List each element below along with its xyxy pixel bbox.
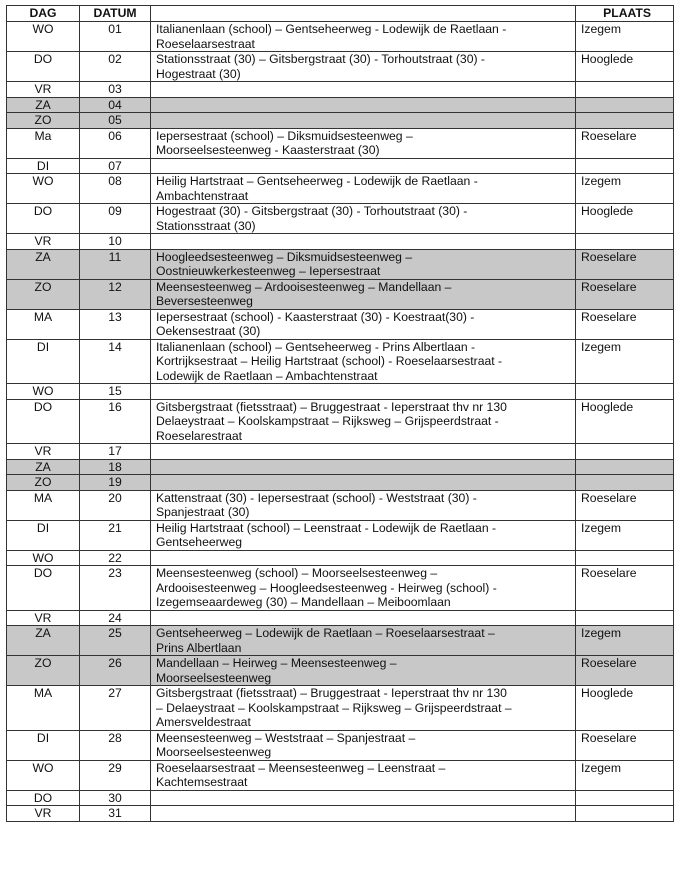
place-cell: Izegem (576, 520, 674, 550)
route-line: Oekensestraat (30) (156, 324, 261, 338)
table-row (7, 475, 674, 491)
day-cell: DO (7, 566, 80, 611)
date-cell: 01 (80, 22, 151, 52)
schedule-body (7, 22, 674, 822)
date-cell: 07 (80, 158, 151, 174)
route-cell (151, 82, 576, 98)
day-cell: WO (7, 760, 80, 790)
route-line: Gentseheerweg (156, 535, 243, 549)
header-plaats: PLAATS (576, 6, 674, 22)
date-cell: 28 (80, 730, 151, 760)
place-cell: Roeselare (576, 566, 674, 611)
route-line: Hogestraat (30) - Gitsbergstraat (30) - Torhoutstraat (30) - (156, 204, 468, 218)
place-cell: Hooglede (576, 686, 674, 731)
place-cell: Izegem (576, 174, 674, 204)
route-cell (151, 520, 576, 550)
day-cell: VR (7, 444, 80, 460)
day-cell: DI (7, 339, 80, 384)
table-row (7, 339, 674, 384)
route-cell (151, 566, 576, 611)
route-line: Heilig Hartstraat (school) – Leenstraat - Lodewijk de Raetlaan - (156, 520, 497, 535)
table-row (7, 550, 674, 566)
date-cell: 02 (80, 52, 151, 82)
day-cell: ZA (7, 459, 80, 475)
table-row (7, 22, 674, 52)
table-row (7, 234, 674, 250)
day-cell: VR (7, 610, 80, 626)
place-cell: Roeselare (576, 490, 674, 520)
table-row (7, 204, 674, 234)
date-cell: 31 (80, 806, 151, 822)
day-cell: DO (7, 399, 80, 444)
date-cell: 29 (80, 760, 151, 790)
place-cell: Roeselare (576, 309, 674, 339)
place-cell: Hooglede (576, 399, 674, 444)
route-line: Prins Albertlaan (156, 640, 242, 655)
date-cell: 04 (80, 97, 151, 113)
route-cell (151, 113, 576, 129)
date-cell: 18 (80, 459, 151, 475)
route-line: Mandellaan – Heirweg – Meensesteenweg – (156, 656, 397, 670)
route-line: Roeselarestraat (156, 428, 243, 443)
date-cell: 21 (80, 520, 151, 550)
header-datum: DATUM (80, 6, 151, 22)
route-line: Oostnieuwkerkesteenweg – Iepersestraat (156, 264, 381, 278)
route-cell (151, 686, 576, 731)
table-row (7, 566, 674, 611)
date-cell: 12 (80, 279, 151, 309)
route-line: Izegemseaardeweg (30) – Mandellaan – Meiboomlaan (156, 595, 451, 609)
route-line: Kortrijksestraat – Heilig Hartstraat (school) - Roeselaarsestraat - (156, 354, 503, 368)
route-line: Kachtemsestraat (156, 775, 248, 789)
table-row (7, 97, 674, 113)
route-cell (151, 550, 576, 566)
table-row (7, 174, 674, 204)
day-cell: MA (7, 490, 80, 520)
schedule-table (6, 5, 674, 822)
day-cell: DI (7, 520, 80, 550)
route-cell (151, 610, 576, 626)
day-cell: ZO (7, 656, 80, 686)
day-cell: VR (7, 234, 80, 250)
date-cell: 09 (80, 204, 151, 234)
header-route (151, 6, 576, 22)
place-cell: Roeselare (576, 730, 674, 760)
route-cell (151, 490, 576, 520)
table-row (7, 279, 674, 309)
date-cell: 03 (80, 82, 151, 98)
date-cell: 16 (80, 399, 151, 444)
table-row (7, 760, 674, 790)
route-line: Spanjestraat (30) (156, 505, 250, 519)
route-line: Meensesteenweg – Weststraat – Spanjestraat – (156, 730, 416, 745)
day-cell: WO (7, 174, 80, 204)
route-line: Moorseelsesteenweg (156, 745, 272, 759)
table-row (7, 384, 674, 400)
route-cell (151, 249, 576, 279)
date-cell: 08 (80, 174, 151, 204)
day-cell: DI (7, 158, 80, 174)
place-cell: Roeselare (576, 249, 674, 279)
route-line: – Delaeystraat – Koolskampstraat – Rijksweg – Grijspeerdstraat – (156, 700, 512, 715)
route-cell (151, 204, 576, 234)
day-cell: ZA (7, 249, 80, 279)
place-cell (576, 550, 674, 566)
route-line: Moorseelsesteenweg (156, 670, 272, 685)
route-cell (151, 128, 576, 158)
route-line: Meensesteenweg – Ardooisesteenweg – Mandellaan – (156, 279, 452, 294)
place-cell: Roeselare (576, 128, 674, 158)
day-cell: ZO (7, 475, 80, 491)
route-line: Beversesteenweg (156, 294, 253, 308)
table-row (7, 490, 674, 520)
route-cell (151, 309, 576, 339)
day-cell: MA (7, 309, 80, 339)
place-cell (576, 82, 674, 98)
day-cell: ZO (7, 279, 80, 309)
route-line: Roeselaarsestraat – Meensesteenweg – Leenstraat – (156, 760, 446, 775)
route-cell (151, 339, 576, 384)
table-row (7, 806, 674, 822)
route-cell (151, 760, 576, 790)
route-line: Italianenlaan (school) – Gentseheerweg - Lodewijk de Raetlaan - (156, 22, 507, 36)
route-line: Kattenstraat (30) - Iepersestraat (school) - Weststraat (30) - (156, 490, 477, 505)
route-cell (151, 626, 576, 656)
route-cell (151, 97, 576, 113)
date-cell: 25 (80, 626, 151, 656)
day-cell: DO (7, 52, 80, 82)
table-row (7, 626, 674, 656)
place-cell: Hooglede (576, 52, 674, 82)
route-cell (151, 279, 576, 309)
route-line: Meensesteenweg (school) – Moorseelsesteenweg – (156, 566, 438, 580)
date-cell: 22 (80, 550, 151, 566)
day-cell: VR (7, 82, 80, 98)
place-cell: Izegem (576, 22, 674, 52)
route-line: Stationsstraat (30) (156, 218, 256, 233)
day-cell: ZO (7, 113, 80, 129)
day-cell: DO (7, 790, 80, 806)
date-cell: 13 (80, 309, 151, 339)
route-cell (151, 234, 576, 250)
place-cell (576, 806, 674, 822)
table-row (7, 656, 674, 686)
place-cell (576, 790, 674, 806)
day-cell: WO (7, 384, 80, 400)
date-cell: 27 (80, 686, 151, 731)
table-row (7, 730, 674, 760)
table-row (7, 686, 674, 731)
route-cell (151, 790, 576, 806)
route-line: Moorseelsesteenweg - Kaasterstraat (30) (156, 143, 380, 157)
place-cell (576, 459, 674, 475)
route-line: Hogestraat (30) (156, 66, 241, 81)
day-cell: DO (7, 204, 80, 234)
table-row (7, 459, 674, 475)
route-cell (151, 174, 576, 204)
date-cell: 05 (80, 113, 151, 129)
day-cell: ZA (7, 97, 80, 113)
route-cell (151, 444, 576, 460)
date-cell: 19 (80, 475, 151, 491)
place-cell (576, 234, 674, 250)
header-dag: DAG (7, 6, 80, 22)
table-row (7, 790, 674, 806)
place-cell: Hooglede (576, 204, 674, 234)
date-cell: 11 (80, 249, 151, 279)
place-cell: Izegem (576, 760, 674, 790)
route-line: Iepersestraat (school) – Diksmuidsesteenweg – (156, 128, 413, 143)
table-row (7, 52, 674, 82)
route-line: Ambachtenstraat (156, 188, 249, 203)
day-cell: WO (7, 22, 80, 52)
date-cell: 10 (80, 234, 151, 250)
place-cell (576, 475, 674, 491)
date-cell: 15 (80, 384, 151, 400)
day-cell: DI (7, 730, 80, 760)
route-line: Gentseheerweg – Lodewijk de Raetlaan – Roeselaarsestraat – (156, 626, 495, 640)
route-line: Stationsstraat (30) – Gitsbergstraat (30) - Torhoutstraat (30) - (156, 52, 485, 66)
date-cell: 23 (80, 566, 151, 611)
place-cell: Izegem (576, 626, 674, 656)
table-row (7, 158, 674, 174)
place-cell (576, 113, 674, 129)
route-cell (151, 459, 576, 475)
day-cell: WO (7, 550, 80, 566)
table-row (7, 249, 674, 279)
table-row (7, 399, 674, 444)
route-line: Hoogleedsesteenweg – Diksmuidsesteenweg – (156, 249, 413, 264)
table-row (7, 113, 674, 129)
table-row (7, 444, 674, 460)
route-line: Heilig Hartstraat – Gentseheerweg - Lodewijk de Raetlaan - (156, 174, 478, 188)
place-cell (576, 97, 674, 113)
route-cell (151, 730, 576, 760)
table-row (7, 309, 674, 339)
route-line: Iepersestraat (school) - Kaasterstraat (30) - Koestraat(30) - (156, 309, 475, 324)
date-cell: 14 (80, 339, 151, 384)
route-line: Gitsbergstraat (fietsstraat) – Bruggestraat - Ieperstraat thv nr 130 (156, 686, 507, 700)
route-line: Roeselaarsestraat (156, 36, 255, 51)
table-row (7, 128, 674, 158)
day-cell: ZA (7, 626, 80, 656)
route-line: Ardooisesteenweg – Hoogleedsesteenweg - Heirweg (school) - (156, 580, 497, 595)
place-cell (576, 610, 674, 626)
place-cell (576, 444, 674, 460)
route-cell (151, 656, 576, 686)
route-cell (151, 22, 576, 52)
date-cell: 24 (80, 610, 151, 626)
route-cell (151, 399, 576, 444)
date-cell: 20 (80, 490, 151, 520)
header-row (7, 6, 674, 22)
route-cell (151, 158, 576, 174)
place-cell: Izegem (576, 339, 674, 384)
date-cell: 06 (80, 128, 151, 158)
place-cell: Roeselare (576, 279, 674, 309)
route-cell (151, 52, 576, 82)
day-cell: MA (7, 686, 80, 731)
route-line: Delaeystraat – Koolskampstraat – Rijksweg – Grijspeerdstraat - (156, 414, 499, 428)
route-cell (151, 806, 576, 822)
route-line: Gitsbergstraat (fietsstraat) – Bruggestraat - Ieperstraat thv nr 130 (156, 399, 507, 414)
route-line: Amersveldestraat (156, 715, 251, 729)
route-line: Lodewijk de Raetlaan – Ambachtenstraat (156, 368, 378, 383)
day-cell: VR (7, 806, 80, 822)
route-cell (151, 384, 576, 400)
table-row (7, 82, 674, 98)
table-row (7, 520, 674, 550)
table-row (7, 610, 674, 626)
route-cell (151, 475, 576, 491)
place-cell: Roeselare (576, 656, 674, 686)
place-cell (576, 158, 674, 174)
date-cell: 26 (80, 656, 151, 686)
place-cell (576, 384, 674, 400)
day-cell: Ma (7, 128, 80, 158)
date-cell: 17 (80, 444, 151, 460)
date-cell: 30 (80, 790, 151, 806)
route-line: Italianenlaan (school) – Gentseheerweg - Prins Albertlaan - (156, 339, 476, 354)
